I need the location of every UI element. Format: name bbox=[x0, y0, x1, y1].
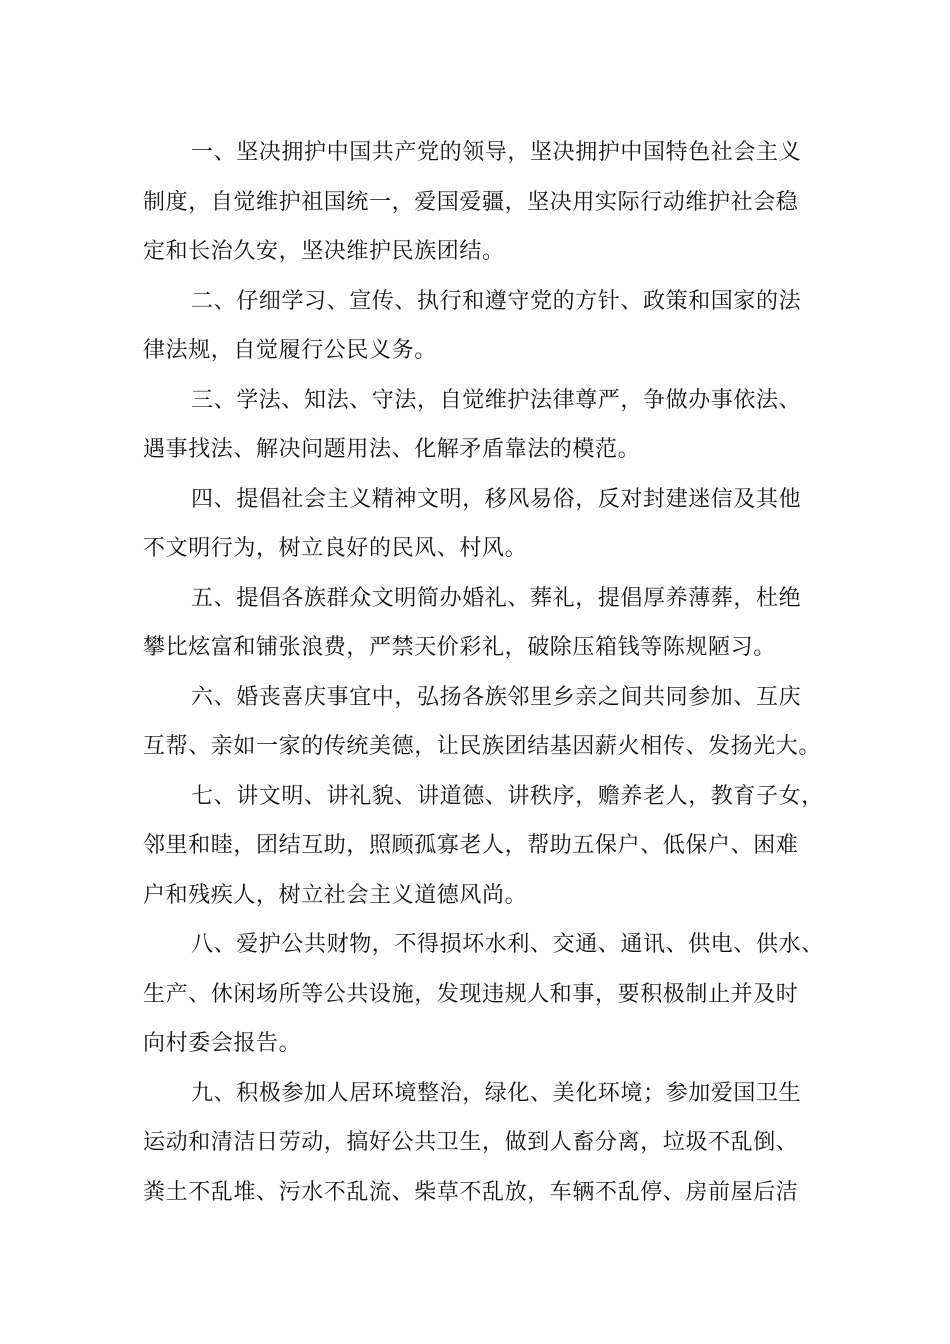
text-line: 二、仔细学习、宣传、执行和遵守党的方针、政策和国家的法 bbox=[191, 288, 802, 314]
article-1 bbox=[143, 128, 823, 277]
text-line: 九、积极参加人居环境整治，绿化、美化环境；参加爱国卫生 bbox=[191, 1080, 802, 1106]
text-line: 五、提倡各族群众文明简办婚礼、葬礼，提倡厚养薄葬，杜绝 bbox=[191, 585, 802, 611]
text-line: 运动和清洁日劳动，搞好公共卫生，做到人畜分离，垃圾不乱倒、 bbox=[143, 1130, 799, 1155]
document-body bbox=[143, 128, 823, 1217]
text-line: 攀比炫富和铺张浪费，严禁天价彩礼，破除压箱钱等陈规陋习。 bbox=[143, 635, 776, 660]
article-7 bbox=[143, 772, 823, 921]
text-line: 互帮、亲如一家的传统美德，让民族团结基因薪火相传、发扬光大。 bbox=[143, 734, 822, 759]
article-5 bbox=[143, 574, 823, 673]
article-9 bbox=[143, 1069, 823, 1218]
text-line: 不文明行为，树立良好的民风、村风。 bbox=[143, 536, 528, 561]
article-8 bbox=[143, 920, 823, 1069]
text-line: 遇事找法、解决问题用法、化解矛盾靠法的模范。 bbox=[143, 437, 641, 462]
text-line: 六、婚丧喜庆事宜中，弘扬各族邻里乡亲之间共同参加、互庆 bbox=[191, 684, 802, 710]
text-line: 三、学法、知法、守法，自觉维护法律尊严，争做办事依法、 bbox=[191, 387, 802, 413]
text-line: 一、坚决拥护中国共产党的领导，坚决拥护中国特色社会主义 bbox=[191, 140, 802, 165]
text-line: 向村委会报告。 bbox=[143, 1031, 302, 1056]
text-line: 七、讲文明、讲礼貌、讲道德、讲秩序，赡养老人，教育子女， bbox=[191, 783, 824, 809]
text-line: 制度，自觉维护祖国统一，爱国爱疆，坚决用实际行动维护社会稳 bbox=[143, 189, 799, 215]
text-line: 邻里和睦，团结互助，照顾孤寡老人，帮助五保户、低保户、困难 bbox=[143, 833, 799, 858]
article-3 bbox=[143, 376, 823, 475]
text-line: 粪土不乱堆、污水不乱流、柴草不乱放，车辆不乱停、房前屋后洁 bbox=[143, 1179, 799, 1205]
text-line: 定和长治久安，坚决维护民族团结。 bbox=[143, 239, 505, 264]
article-4 bbox=[143, 475, 823, 574]
text-line: 律法规，自觉履行公民义务。 bbox=[143, 338, 437, 363]
text-line: 户和残疾人，树立社会主义道德风尚。 bbox=[143, 882, 528, 908]
article-2 bbox=[143, 277, 823, 376]
text-line: 八、爱护公共财物，不得损坏水利、交通、通讯、供电、供水、 bbox=[191, 932, 824, 957]
article-6 bbox=[143, 673, 823, 772]
text-line: 生产、休闲场所等公共设施，发现违规人和事，要积极制止并及时 bbox=[143, 981, 799, 1007]
text-line: 四、提倡社会主义精神文明，移风易俗，反对封建迷信及其他 bbox=[191, 486, 802, 512]
